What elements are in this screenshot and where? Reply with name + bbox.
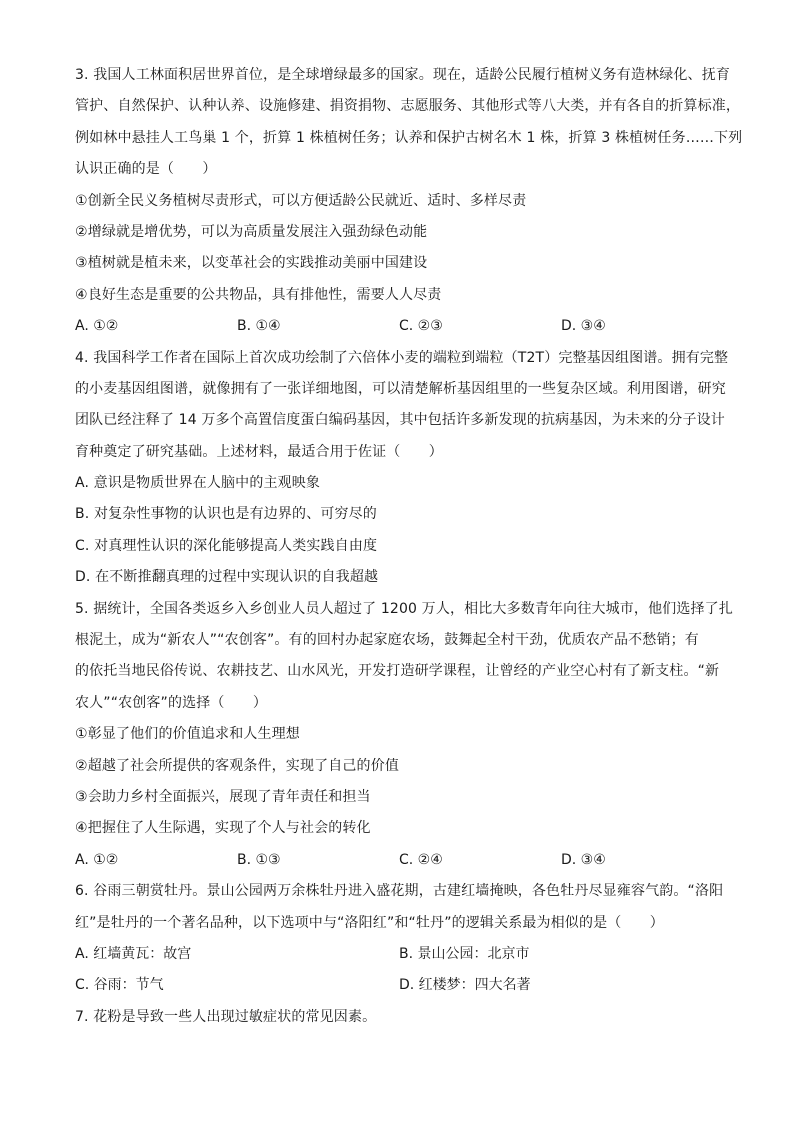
answer-options-row-2 — [75, 970, 725, 1001]
exam-page — [75, 60, 743, 1033]
option-b: B. ①④ — [237, 318, 281, 335]
statement-3: ③会助力乡村全面振兴，展现了青年责任和担当 — [75, 788, 371, 805]
option-d: D. ③④ — [561, 318, 606, 335]
question-stem-line: 4. 我国科学工作者在国际上首次成功绘制了六倍体小麦的端粒到端粒（T2T）完整基因组图谱。拥有完整 — [75, 349, 729, 366]
statement-4: ④良好生态是重要的公共物品，具有排他性，需要人人尽责 — [75, 286, 442, 303]
option-a: A. 红墙黄瓦：故宫 — [75, 945, 192, 962]
question-stem-line: 根泥土，成为“新农人”“农创客”。有的回村办起家庭农场，鼓舞起全村干劲，优质农产品不愁销；有 — [75, 632, 699, 649]
option-b: B. 景山公园：北京市 — [399, 945, 530, 962]
option-a: A. ①② — [75, 318, 119, 335]
answer-options — [75, 845, 725, 876]
question-stem-line: 农人”“农创客”的选择（ ） — [75, 694, 268, 711]
question-stem-line: 3. 我国人工林面积居世界首位，是全球增绿最多的国家。现在，适龄公民履行植树义务有造林绿化、抚育 — [75, 67, 731, 83]
option-a: A. 意识是物质世界在人脑中的主观映象 — [75, 475, 321, 492]
answer-options-row-1 — [75, 939, 725, 970]
question-stem-line: 6. 谷雨三朝赏牡丹。景山公园两万余株牡丹进入盛花期，古建红墙掩映，各色牡丹尽显雍容气韵。“洛阳 — [75, 883, 724, 900]
question-stem-line: 的小麦基因组图谱，就像拥有了一张详细地图，可以清楚解析基因组里的一些复杂区域。利用图谱，研究 — [75, 380, 726, 397]
statement-2: ②增绿就是增优势，可以为高质量发展注入强劲绿色动能 — [75, 223, 428, 240]
option-c: C. 谷雨：节气 — [75, 977, 164, 994]
question-stem-line: 红”是牡丹的一个著名品种，以下选项中与“洛阳红”和“牡丹”的逻辑关系最为相似的是（ ） — [75, 914, 664, 931]
question-stem-line: 5. 据统计，全国各类返乡入乡创业人员人超过了 1200 万人，相比大多数青年向往大城市，他们选择了扎 — [75, 600, 733, 617]
answer-options — [75, 311, 725, 342]
statement-3: ③植树就是植未来，以变革社会的实践推动美丽中国建设 — [75, 255, 428, 272]
question-5 — [75, 594, 733, 877]
statement-1: ①彰显了他们的价值追求和人生理想 — [75, 726, 300, 743]
question-stem-line: 团队已经注释了 14 万多个高置信度蛋白编码基因，其中包括许多新发现的抗病基因，为未来的分子设计 — [75, 412, 725, 429]
option-b: B. 对复杂性事物的认识也是有边界的、可穷尽的 — [75, 506, 377, 523]
option-c: C. ②③ — [399, 318, 443, 335]
question-6 — [75, 876, 725, 1002]
question-stem-line: 管护、自然保护、认种认养、设施修建、捐资捐物、志愿服务、其他形式等八大类，并有各自的折算标准， — [75, 98, 741, 115]
question-3 — [75, 60, 743, 343]
option-a: A. ①② — [75, 851, 119, 868]
option-c: C. ②④ — [399, 851, 443, 868]
statement-2: ②超越了社会所提供的客观条件，实现了自己的价值 — [75, 757, 399, 774]
option-d: D. 在不断推翻真理的过程中实现认识的自我超越 — [75, 569, 379, 586]
option-b: B. ①③ — [237, 851, 281, 868]
question-4 — [75, 343, 729, 594]
question-stem-line: 的依托当地民俗传说、农耕技艺、山水风光，开发打造研学课程，让曾经的产业空心村有了新支柱。“新 — [75, 663, 720, 680]
question-stem-line: 7. 花粉是导致一些人出现过敏症状的常见因素。 — [75, 1008, 377, 1025]
option-d: D. ③④ — [561, 851, 606, 868]
question-stem-line: 例如林中悬挂人工鸟巢 1 个，折算 1 株植树任务；认养和保护古树名木 1 株，折算 3 株植树任务……下列 — [75, 129, 743, 146]
question-stem-line: 育种奠定了研究基础。上述材料，最适合用于佐证（ ） — [75, 443, 443, 460]
statement-4: ④把握住了人生际遇，实现了个人与社会的转化 — [75, 820, 371, 837]
question-stem-line: 认识正确的是（ ） — [75, 161, 217, 178]
question-7 — [75, 1002, 725, 1033]
option-d: D. 红楼梦：四大名著 — [399, 977, 531, 994]
option-c: C. 对真理性认识的深化能够提高人类实践自由度 — [75, 537, 378, 554]
statement-1: ①创新全民义务植树尽责形式，可以方便适龄公民就近、适时、多样尽责 — [75, 192, 527, 209]
